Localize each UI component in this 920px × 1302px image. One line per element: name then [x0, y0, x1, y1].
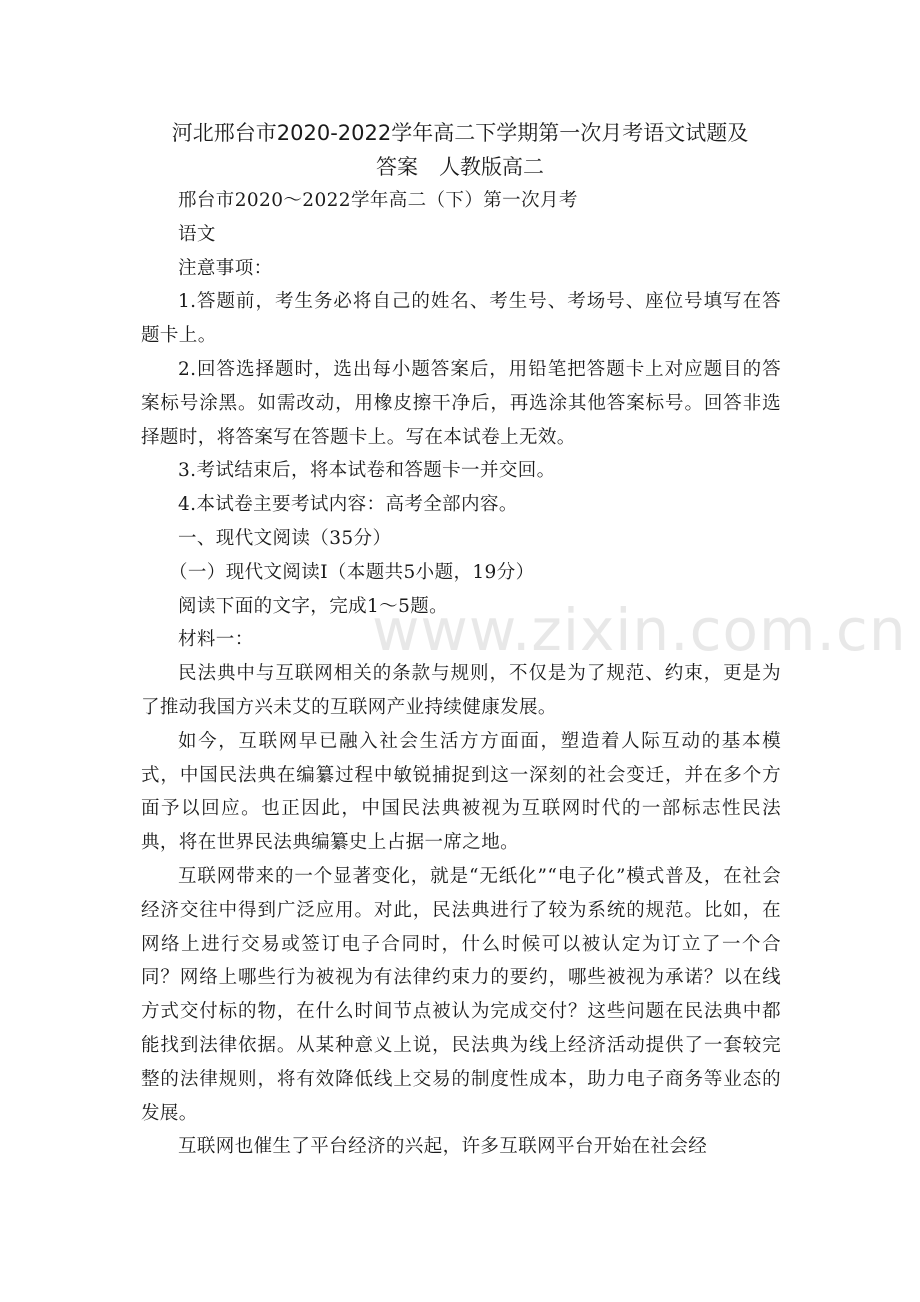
subsection-heading: （一）现代文阅读Ⅰ（本题共5小题，19分） — [169, 561, 535, 583]
notice-item: 4.本试卷主要考试内容：高考全部内容。 — [178, 494, 518, 516]
material-label: 材料一： — [178, 629, 254, 651]
document-body — [141, 184, 781, 1164]
title-line-2: 答案 人教版高二 — [376, 155, 544, 179]
section-heading: 一、现代文阅读（35分） — [178, 527, 392, 549]
notice-item: 3.考试结束后，将本试卷和答题卡一并交回。 — [178, 460, 556, 482]
title-line-1: 河北邢台市2020-2022学年高二下学期第一次月考语文试题及 — [171, 121, 749, 145]
body-paragraph: 互联网带来的一个显著变化，就是“无纸化”“电子化”模式普及，在社会经济交往中得到广泛应用。对此，民法典进行了较为系统的规范。比如，在网络上进行交易或签订电子合同时，什么时候可以被认定为订立了一个合同？网络上哪些行为被视为有法律约束力的要约，哪些被视为承诺？以在线方式交付标的物，在什么时间节点被认为完成交付？这些问题在民法典中都能找到法律依据。从某种意义上说，民法典为线上经济活动提供了一套较完整的法律规则，将有效降低线上交易的制度性成本，助力电子商务等业态的发展。 — [141, 865, 781, 1124]
document-title — [140, 116, 780, 184]
exam-name: 邢台市2020～2022学年高二（下）第一次月考 — [178, 190, 578, 211]
body-paragraph: 民法典中与互联网相关的条款与规则，不仅是为了规范、约束，更是为了推动我国方兴未艾的互联网产业持续健康发展。 — [141, 663, 781, 718]
subject-name: 语文 — [178, 223, 216, 245]
body-paragraph: 互联网也催生了平台经济的兴起，许多互联网平台开始在社会经 — [178, 1136, 708, 1158]
body-paragraph: 如今，互联网早已融入社会生活方方面面，塑造着人际互动的基本模式，中国民法典在编纂过程中敏锐捕捉到这一深刻的社会变迁，并在多个方面予以回应。也正因此，中国民法典被视为互联网时代的一部标志性民法典，将在世界民法典编纂史上占据一席之地。 — [141, 730, 781, 854]
site-watermark: www.zixin.com.cn — [372, 596, 907, 664]
notice-heading: 注意事项： — [178, 257, 273, 279]
reading-instruction: 阅读下面的文字，完成1～5题。 — [178, 595, 449, 617]
notice-item: 1.答题前，考生务必将自己的姓名、考生号、考场号、座位号填写在答题卡上。 — [141, 291, 781, 347]
notice-item: 2.回答选择题时，选出每小题答案后，用铅笔把答题卡上对应题目的答案标号涂黑。如需改动，用橡皮擦干净后，再选涂其他答案标号。回答非选择题时，将答案写在答题卡上。写在本试卷上无效。 — [141, 358, 781, 448]
